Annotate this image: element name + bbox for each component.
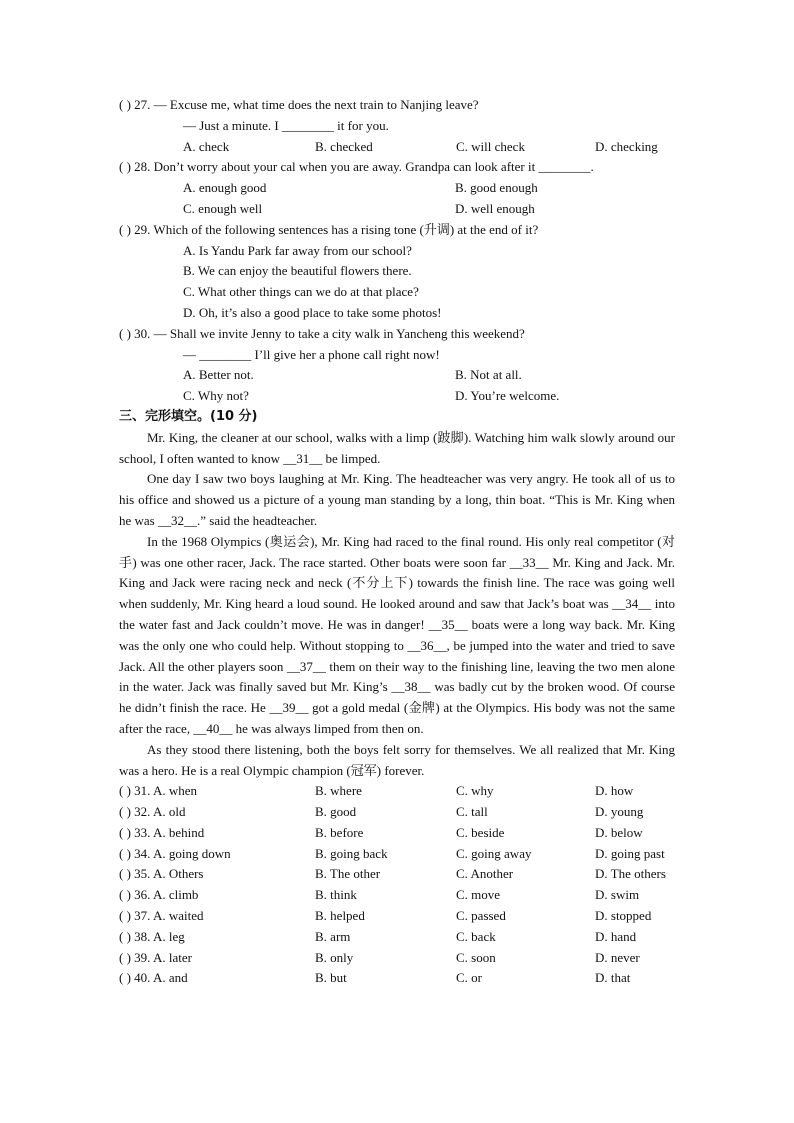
passage-paragraph: As they stood there listening, both the boys felt sorry for themselves. We all realized that Mr. King was a hero. He is a real Olympic champion (冠军) forever. — [119, 741, 675, 778]
option-b: B. going back — [315, 845, 388, 861]
question-27: ( ) 27. — Excuse me, what time does the next train to Nanjing leave? — [119, 97, 479, 112]
option-d: D. how — [595, 783, 634, 799]
question-30: ( ) 30. — Shall we invite Jenny to take a city walk in Yancheng this weekend? — [119, 325, 525, 341]
option-b: B. helped — [315, 908, 365, 924]
option-b: B. good enough — [455, 180, 538, 196]
question-number-option-a: ( ) 34. A. going down — [119, 845, 231, 861]
option-b: B. where — [315, 783, 362, 799]
option-c: C. will check — [456, 138, 525, 154]
question-30-dialogue: — ________ I’ll give her a phone call right now! — [183, 346, 440, 362]
option-d: D. never — [595, 949, 640, 965]
answer-row — [119, 948, 675, 969]
option-d: D. stopped — [595, 908, 652, 924]
question-28-options-ab — [119, 178, 675, 199]
answer-row — [119, 885, 675, 906]
option-b: B. We can enjoy the beautiful flowers there. — [183, 263, 412, 279]
cloze-passage — [119, 428, 675, 782]
question-30-options-ab — [119, 365, 675, 386]
option-c: C. tall — [456, 804, 488, 820]
question-number-option-a: ( ) 39. A. later — [119, 949, 192, 965]
option-a: A. Is Yandu Park far away from our school? — [183, 242, 412, 258]
option-c: C. going away — [456, 845, 532, 861]
section-title: 三、完形填空。(10 分) — [119, 408, 258, 424]
answer-row — [119, 864, 675, 885]
option-b: B. arm — [315, 928, 351, 944]
answer-row — [119, 968, 675, 989]
question-30-options-cd — [119, 386, 675, 407]
question-number-option-a: ( ) 37. A. waited — [119, 908, 204, 924]
option-d: D. well enough — [455, 200, 535, 216]
passage-paragraph: One day I saw two boys laughing at Mr. King. The headteacher was very angry. He took all of us to his office and showed us a picture of a young man standing by a long, thin boat. “This is Mr. King when he was __32__.” said the headteacher. — [119, 471, 675, 528]
option-c: C. enough well — [183, 200, 263, 216]
option-c: C. What other things can we do at that place? — [183, 284, 419, 300]
option-a: A. enough good — [183, 180, 267, 196]
question-number-option-a: ( ) 31. A. when — [119, 783, 197, 799]
option-d: D. The others — [595, 866, 666, 882]
question-28-options-cd — [119, 199, 675, 220]
answer-row — [119, 823, 675, 844]
question-number-option-a: ( ) 32. A. old — [119, 804, 186, 820]
question-number-option-a: ( ) 33. A. behind — [119, 824, 205, 840]
option-d: D. young — [595, 804, 644, 820]
option-c: C. Another — [456, 866, 514, 882]
option-c: C. or — [456, 970, 482, 986]
option-a: A. check — [183, 138, 230, 154]
question-28: ( ) 28. Don’t worry about your cal when you are away. Grandpa can look after it ________. — [119, 159, 594, 175]
answer-row — [119, 927, 675, 948]
option-c: C. beside — [456, 824, 505, 840]
option-c: C. move — [456, 887, 501, 903]
option-b: B. before — [315, 824, 364, 840]
option-b: B. only — [315, 949, 354, 965]
passage-paragraph: Mr. King, the cleaner at our school, walks with a limp (跛脚). Watching him walk slowly around our school, I often wanted to know __31__ be limped. — [119, 429, 675, 466]
exam-page — [119, 95, 675, 989]
answer-row — [119, 906, 675, 927]
passage-paragraph: In the 1968 Olympics (奥运会), Mr. King had raced to the final round. His only real competitor (对手) was one other racer, Jack. The race started. Other boats were soon far __33__ Mr. King and Jack. Mr. King and Jack were racing neck and neck (不分上下) towards the finish line. The race was going well when suddenly, Mr. King heard a loud sound. He looked around and saw that Jack’s boat was __34__ into the water fast and Jack couldn’t move. He was in danger! __35__ boats were a long way back. Mr. King was the only one who could help. Without stopping to __36__, be jumped into the water and tried to save Jack. All the other players soon __37__ them on their way to the finishing line, leaving the two men alone in the water. Jack was finally saved but Mr. King’s __38__ was badly cut by the broken wood. Of course he didn’t finish the race. He __39__ got a gold medal (金牌) at the Olympics. His body was not the same after the race, __40__ he was always limped from then on. — [119, 533, 675, 736]
option-d: D. checking — [595, 138, 658, 154]
question-29: ( ) 29. Which of the following sentences has a rising tone (升调) at the end of it? — [119, 221, 539, 237]
answer-options — [119, 781, 675, 989]
option-d: D. swim — [595, 887, 640, 903]
answer-row — [119, 781, 675, 802]
option-b: B. The other — [315, 866, 381, 882]
option-d: D. that — [595, 970, 631, 986]
option-d: D. Oh, it’s also a good place to take some photos! — [183, 304, 442, 320]
question-number-option-a: ( ) 38. A. leg — [119, 928, 185, 944]
option-c: C. Why not? — [183, 388, 249, 404]
option-b: B. good — [315, 804, 357, 820]
option-b: B. checked — [315, 138, 373, 154]
question-27-options — [119, 137, 675, 158]
answer-row — [119, 844, 675, 865]
option-d: D. You’re welcome. — [455, 388, 560, 404]
option-d: D. below — [595, 824, 643, 840]
question-27-dialogue: — Just a minute. I ________ it for you. — [183, 117, 389, 133]
option-d: D. hand — [595, 928, 637, 944]
option-c: C. soon — [456, 949, 496, 965]
option-c: C. why — [456, 783, 494, 799]
option-c: C. back — [456, 928, 496, 944]
question-number-option-a: ( ) 40. A. and — [119, 970, 188, 986]
option-a: A. Better not. — [183, 367, 254, 383]
option-b: B. but — [315, 970, 347, 986]
option-d: D. going past — [595, 845, 665, 861]
question-number-option-a: ( ) 36. A. climb — [119, 887, 199, 903]
option-b: B. think — [315, 887, 357, 903]
option-b: B. Not at all. — [455, 367, 522, 383]
question-number-option-a: ( ) 35. A. Others — [119, 866, 204, 882]
answer-row — [119, 802, 675, 823]
option-c: C. passed — [456, 908, 506, 924]
